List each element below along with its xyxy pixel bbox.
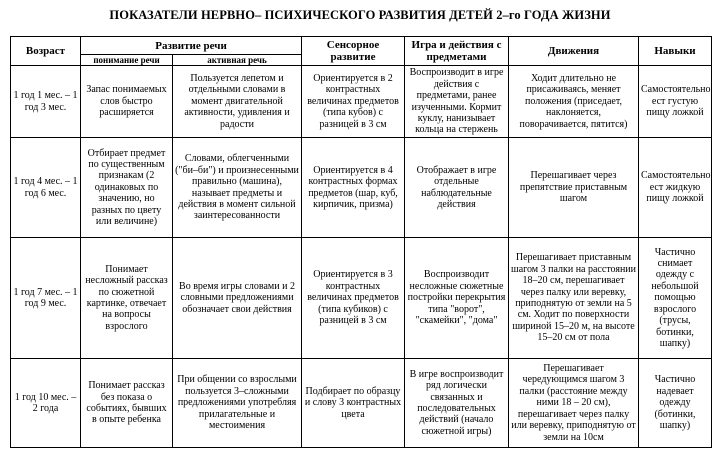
age-cell: 1 год 1 мес. – 1 год 3 мес. xyxy=(11,66,81,138)
table-row xyxy=(11,359,712,448)
sensory-cell: Ориентируется в 3 контрастных величинах предметов (типа кубиков) с разницей в 3 см xyxy=(302,238,405,359)
games-cell: Воспроизводит в игре действия с предметами, ранее изученными. Кормит куклу, нанизывает кольца на стержень xyxy=(405,66,509,138)
table-row xyxy=(11,138,712,238)
header-games: Игра и действия с предметами xyxy=(405,37,509,66)
header-age: Возраст xyxy=(11,37,81,66)
header-speech: Развитие речи xyxy=(81,37,302,55)
understanding-cell: Отбирает предмет по существенным признакам (2 одинаковых по значению, но разных по цвету или величине) xyxy=(81,138,173,238)
games-cell: Воспроизводит несложные сюжетные постройки перекрытия типа "ворот", "скамейки", "дома" xyxy=(405,238,509,359)
skills-cell: Частично надевает одежду (ботинки, шапку) xyxy=(639,359,712,448)
header-skills: Навыки xyxy=(639,37,712,66)
table-row xyxy=(11,238,712,359)
active-speech-cell: Пользуется лепетом и отдельными словами в момент двигательной активности, удивления и радости xyxy=(173,66,302,138)
sensory-cell: Ориентируется в 2 контрастных величинах предметов (типа кубов) с разницей в 3 см xyxy=(302,66,405,138)
skills-cell: Самостоятельно ест жидкую пищу ложкой xyxy=(639,138,712,238)
movements-cell: Перешагивает чередующимся шагом 3 палки (расстояние между ними 18 – 20 см), перешагивает через палку или веревку, приподнятую от земли на 10см xyxy=(509,359,639,448)
understanding-cell: Запас понимаемых слов быстро расширяется xyxy=(81,66,173,138)
active-speech-cell: Словами, облегченными ("би–би") и произнесенными правильно (машина), называет предметы и действия в момент сильной заинтересованности xyxy=(173,138,302,238)
understanding-cell: Понимает несложный рассказ по сюжетной картинке, отвечает на вопросы взрослого xyxy=(81,238,173,359)
movements-cell: Ходит длительно не присаживаясь, меняет положения (приседает, наклоняется, поворачивается, пятится) xyxy=(509,66,639,138)
skills-cell: Самостоятельно ест густую пищу ложкой xyxy=(639,66,712,138)
active-speech-cell: Во время игры словами и 2 словными предложениями обозначает свои действия xyxy=(173,238,302,359)
table-row xyxy=(11,66,712,138)
understanding-cell: Понимает рассказ без показа о событиях, бывших в опыте ребенка xyxy=(81,359,173,448)
games-cell: В игре воспроизводит ряд логически связанных и последовательных действий (начало сюжетной игры) xyxy=(405,359,509,448)
skills-cell: Частично снимает одежду с небольшой помощью взрослого (трусы, ботинки, шапку) xyxy=(639,238,712,359)
age-cell: 1 год 7 мес. – 1 год 9 мес. xyxy=(11,238,81,359)
sensory-cell: Ориентируется в 4 контрастных формах предметов (шар, куб, кирпичик, призма) xyxy=(302,138,405,238)
movements-cell: Перешагивает приставным шагом 3 палки на расстоянии 18–20 см, перешагивает через палку или веревку, приподнятую от земли на 5 см. Ходит по поверхности шириной 15–20 м, на высоте 15–20 см от пола xyxy=(509,238,639,359)
development-table xyxy=(10,36,712,448)
age-cell: 1 год 10 мес. – 2 года xyxy=(11,359,81,448)
header-movements: Движения xyxy=(509,37,639,66)
header-understanding: понимание речи xyxy=(81,55,173,66)
sensory-cell: Подбирает по образцу и слову 3 контрастных цвета xyxy=(302,359,405,448)
movements-cell: Перешагивает через препятствие приставным шагом xyxy=(509,138,639,238)
header-active-speech: активная речь xyxy=(173,55,302,66)
page-title: ПОКАЗАТЕЛИ НЕРВНО– ПСИХИЧЕСКОГО РАЗВИТИЯ ДЕТЕЙ 2–го ГОДА ЖИЗНИ xyxy=(109,8,611,22)
games-cell: Отображает в игре отдельные наблюдательные действия xyxy=(405,138,509,238)
active-speech-cell: При общении со взрослыми пользуется 3–сложными предложениями употребляя прилагательные и местоимения xyxy=(173,359,302,448)
age-cell: 1 год 4 мес. – 1 год 6 мес. xyxy=(11,138,81,238)
header-sensory: Сенсорное развитие xyxy=(302,37,405,66)
